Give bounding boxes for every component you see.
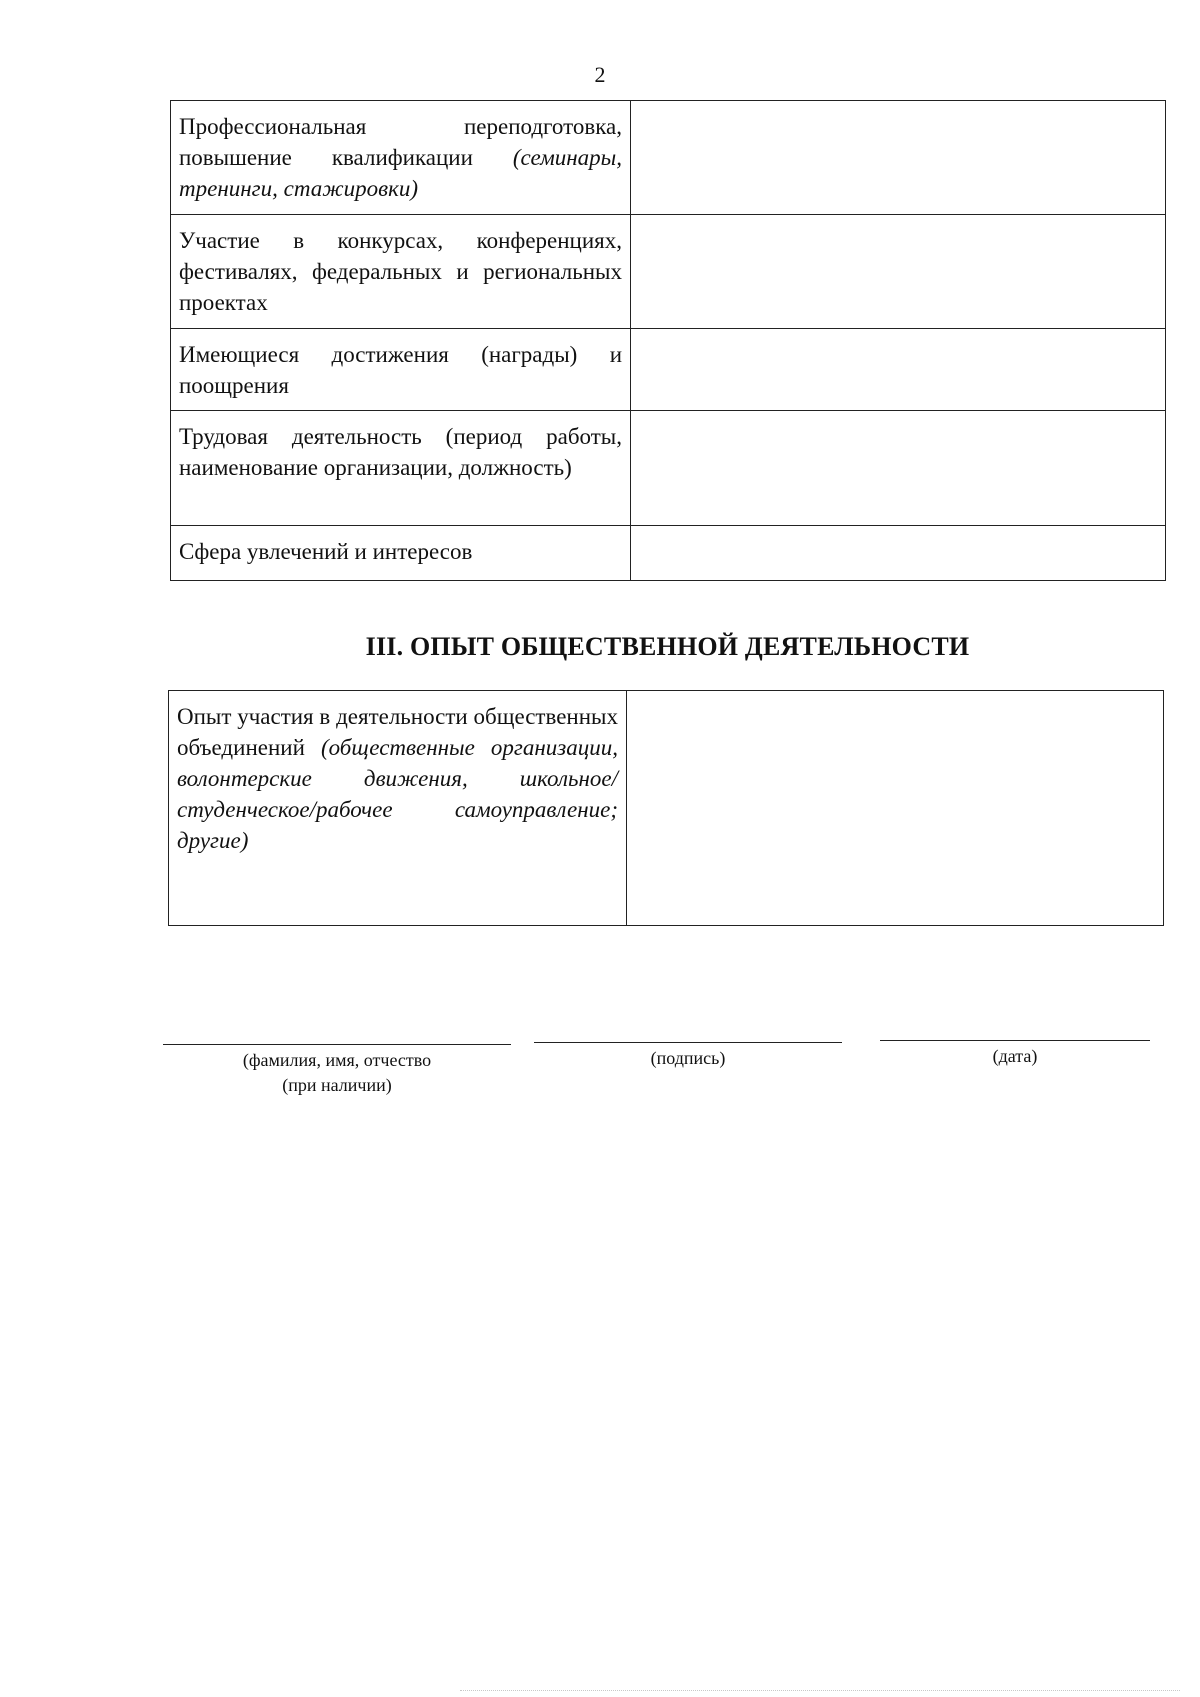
value-field-public-activity[interactable] <box>627 691 1164 926</box>
table-row <box>169 691 1164 926</box>
table-row <box>171 101 1166 215</box>
row-label-work-history <box>171 411 631 526</box>
row-label-hobbies <box>171 526 631 581</box>
date-line[interactable] <box>880 1040 1150 1041</box>
value-field-hobbies[interactable] <box>631 526 1166 581</box>
page-number: 2 <box>594 62 606 87</box>
name-caption <box>163 1048 511 1098</box>
name-signature-line[interactable] <box>163 1044 511 1045</box>
name-caption-line2: (при наличии) <box>282 1075 392 1095</box>
value-field-work-history[interactable] <box>631 411 1166 526</box>
row-label-public-activity <box>169 691 627 926</box>
name-caption-line1: (фамилия, имя, отчество <box>242 1050 432 1070</box>
label-text: Сфера увлечений и интересов <box>179 539 473 564</box>
signature-line[interactable] <box>534 1042 842 1043</box>
scan-artifact <box>460 1690 1180 1691</box>
section-heading: III. ОПЫТ ОБЩЕСТВЕННОЙ ДЕЯТЕЛЬНОСТИ <box>365 632 970 661</box>
value-field-achievements[interactable] <box>631 329 1166 411</box>
table-row <box>171 329 1166 411</box>
label-note: (семинары, тренинги, стажировки) <box>179 145 622 201</box>
table-row <box>171 215 1166 329</box>
date-caption: (дата) <box>992 1046 1038 1066</box>
label-text: Опыт участия в деятельности общественных объединений <box>177 704 618 760</box>
label-text: Профессиональная переподготовка, повышение квалификации <box>179 114 622 170</box>
row-label-achievements <box>171 329 631 411</box>
label-text: Участие в конкурсах, конференциях, фестивалях, федеральных и региональных проектах <box>179 228 622 315</box>
label-note: (общественные организации, волонтерские движения, школьное/студенческое/рабочее самоуправление; другие) <box>177 735 618 853</box>
label-text: Трудовая деятельность (период работы, наименование организации, должность) <box>179 424 622 480</box>
value-field-professional-training[interactable] <box>631 101 1166 215</box>
table-row <box>171 411 1166 526</box>
value-field-contests[interactable] <box>631 215 1166 329</box>
signature-caption: (подпись) <box>650 1048 726 1068</box>
public-activity-table <box>168 690 1164 926</box>
row-label-contests <box>171 215 631 329</box>
row-label-professional-training <box>171 101 631 215</box>
education-table <box>170 100 1166 581</box>
table-row <box>171 526 1166 581</box>
label-text: Имеющиеся достижения (награды) и поощрения <box>179 342 622 398</box>
